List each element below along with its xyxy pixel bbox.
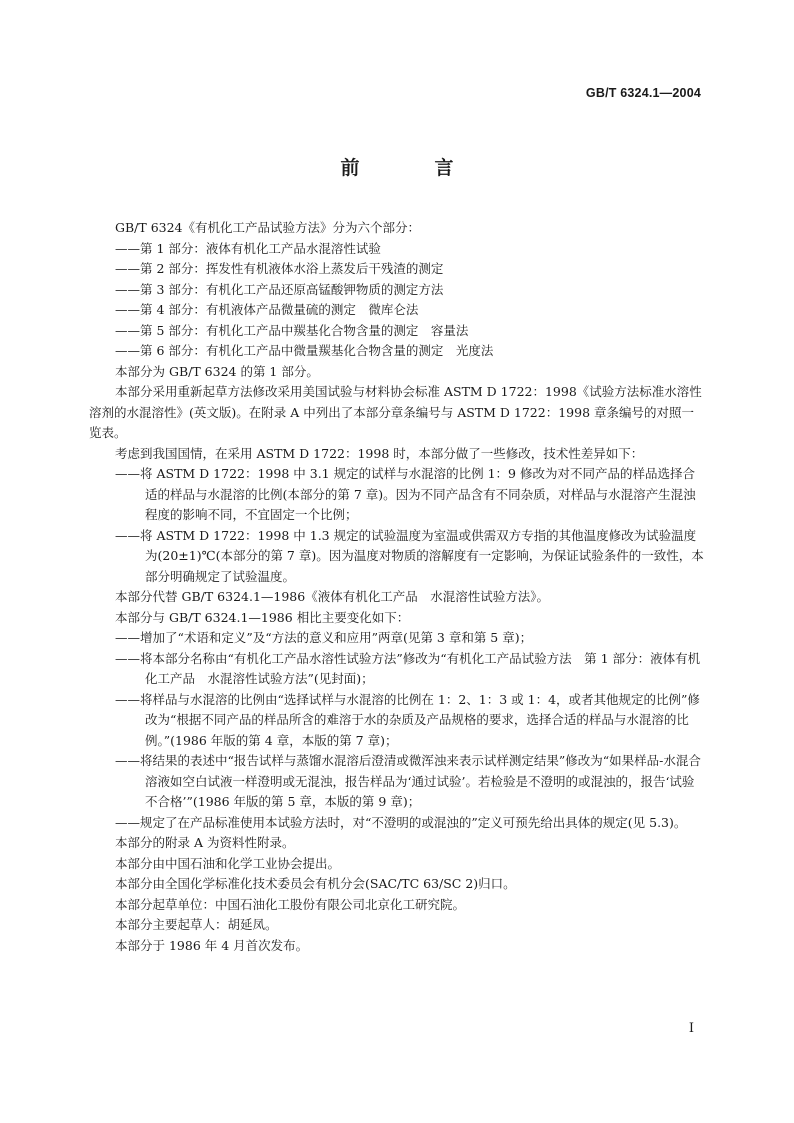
list-item: ——规定了在产品标准使用本试验方法时，对“不澄明的或混浊的”定义可预先给出具体的规定(见 5.3)。 bbox=[115, 814, 687, 830]
standard-code: GB/T 6324.1—2004 bbox=[585, 86, 701, 100]
paragraph: 考虑到我国国情，在采用 ASTM D 1722：1998 时，本部分做了一些修改，技术性差异如下： bbox=[115, 445, 644, 461]
paragraph: 本部分由全国化学标准化技术委员会有机分会(SAC/TC 63/SC 2)归口。 bbox=[115, 876, 516, 891]
paragraph: 本部分代替 GB/T 6324.1—1986《液体有机化工产品 水混溶性试验方法》。 bbox=[115, 589, 549, 604]
page-title: 前 言 bbox=[340, 157, 482, 179]
paragraph: 本部分主要起草人：胡延凤。 bbox=[115, 917, 278, 932]
list-item: ——第 4 部分：有机液体产品微量硫的测定 微库仑法 bbox=[115, 302, 419, 317]
paragraph: 本部分由中国石油和化学工业协会提出。 bbox=[115, 855, 341, 871]
list-item: ——将本部分名称由“有机化工产品水溶性试验方法”修改为“有机化工产品试验方法 第 1 部分：液体有机化工产品 水混溶性试验方法”(见封面)； bbox=[115, 650, 701, 686]
list-item: ——第 2 部分：挥发性有机液体水浴上蒸发后干残渣的测定 bbox=[115, 261, 444, 276]
list-item: ——将结果的表述中“报告试样与蒸馏水混溶后澄清或微浑浊来表示试样测定结果”修改为“如果样品-水混合溶液如空白试液一样澄明或无混浊，报告样品为‘通过试验’。若检验是不澄明的或混浊的，报告‘试验不合格’”(1986 年版的第 5 章，本版的第 9 章)； bbox=[115, 753, 701, 809]
list-item: ——将 ASTM D 1722：1998 中 1.3 规定的试验温度为室温或供需双方专指的其他温度修改为试验温度为(20±1)℃(本部分的第 7 章)。因为温度对物质的溶解度有一定影响，为保证试验条件的一致性，本部分明确规定了试验温度。 bbox=[115, 527, 704, 584]
paragraph: 本部分采用重新起草方法修改采用美国试验与材料协会标准 ASTM D 1722：1998《试验方法标准水溶性溶剂的水混溶性》(英文版)。在附录 A 中列出了本部分章条编号与 ASTM D 1722：1998 章条编号的对照一览表。 bbox=[89, 384, 702, 440]
foreword-body bbox=[89, 218, 705, 956]
paragraph: GB/T 6324《有机化工产品试验方法》分为六个部分： bbox=[115, 220, 421, 235]
paragraph: 本部分为 GB/T 6324 的第 1 部分。 bbox=[115, 363, 319, 379]
list-item: ——第 1 部分：液体有机化工产品水混溶性试验 bbox=[115, 240, 381, 256]
list-item: ——将样品与水混溶的比例由“选择试样与水混溶的比例在 1：2、1：3 或 1：4，或者其他规定的比例”修改为“根据不同产品的样品所含的难溶于水的杂质及产品规格的要求，选择合适的样品与水混溶的比例。”(1986 年版的第 4 章，本版的第 7 章)； bbox=[115, 691, 700, 748]
list-item: ——第 5 部分：有机化工产品中羰基化合物含量的测定 容量法 bbox=[115, 322, 469, 338]
paragraph: 本部分起草单位：中国石油化工股份有限公司北京化工研究院。 bbox=[115, 896, 466, 912]
list-item: ——将 ASTM D 1722：1998 中 3.1 规定的试样与水混溶的比例 1：9 修改为对不同产品的样品选择合适的样品与水混溶的比例(本部分的第 7 章)。因为不同产品含有不同杂质，对样品与水混溶产生混浊程度的影响不同，不宜固定一个比例； bbox=[115, 466, 696, 522]
page-number: I bbox=[688, 1021, 694, 1036]
list-item: ——第 3 部分：有机化工产品还原高锰酸钾物质的测定方法 bbox=[115, 281, 444, 297]
paragraph: 本部分的附录 A 为资料性附录。 bbox=[115, 835, 295, 850]
list-item: ——第 6 部分：有机化工产品中微量羰基化合物含量的测定 光度法 bbox=[115, 343, 494, 358]
paragraph: 本部分与 GB/T 6324.1—1986 相比主要变化如下： bbox=[115, 609, 410, 625]
paragraph: 本部分于 1986 年 4 月首次发布。 bbox=[115, 937, 309, 953]
list-item: ——增加了“术语和定义”及“方法的意义和应用”两章(见第 3 章和第 5 章)； bbox=[115, 630, 533, 645]
